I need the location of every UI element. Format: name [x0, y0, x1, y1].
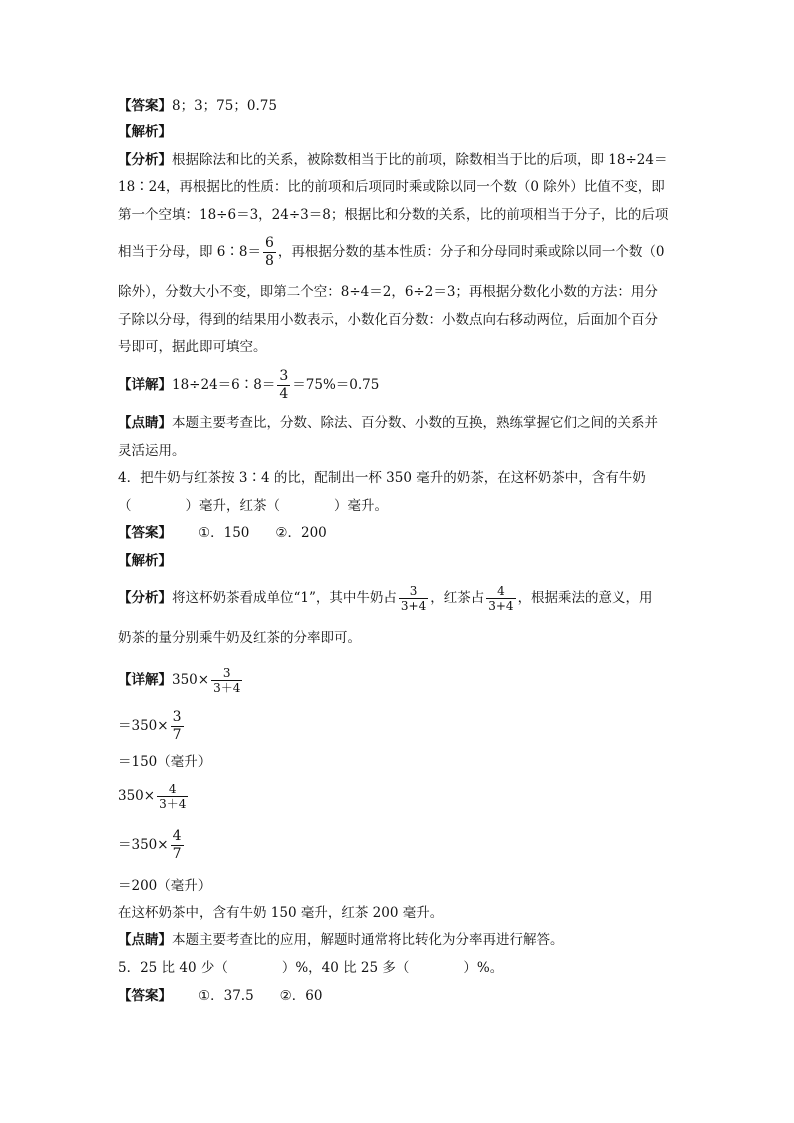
q5-answer-2: ②．60	[279, 988, 323, 1004]
q3-fenxi-line-2: 18∶24，再根据比的性质：比的前项和后项同时乘或除以同一个数（0 除外）比值不变，即	[118, 179, 665, 195]
q3-dianjing-text-1: 本题主要考查比，分数、除法、百分数、小数的互换，熟练掌握它们之间的关系并	[172, 415, 658, 431]
q3-fenxi-line-4	[118, 232, 665, 272]
fraction-numerator: 6	[264, 235, 274, 251]
fraction-3-over-3plus4	[399, 584, 428, 613]
detail-tag: 【详解】	[118, 672, 172, 688]
fraction-denominator: 4	[279, 386, 289, 402]
q3-answer-line	[118, 96, 277, 116]
fraction-denominator: 8	[264, 253, 274, 269]
q4-detail-line-1	[118, 660, 244, 700]
q4-detail-expr: 350×	[172, 672, 210, 688]
q3-answer: 8；3；75；0.75	[172, 98, 277, 114]
fraction-denominator: 7	[172, 846, 182, 862]
fraction-4-over-3plus4	[157, 782, 188, 811]
q4-detail-line-2	[118, 706, 186, 746]
q5-answer-line	[118, 986, 322, 1006]
q5-answer-1: ①．37.5	[198, 988, 254, 1004]
q4-detail-expr: ＝350×	[118, 718, 169, 734]
q4-fenxi-line-1	[118, 578, 653, 618]
fraction-numerator: 3	[409, 584, 418, 598]
fenxi-tag: 【分析】	[118, 590, 172, 606]
answer-tag: 【答案】	[118, 988, 172, 1004]
q3-fenxi-text-1: 根据除法和比的关系，被除数相当于比的前项，除数相当于比的后项，即 18÷24＝	[172, 152, 668, 168]
fraction-numerator: 4	[497, 584, 505, 598]
q3-fenxi-text-4a: 相当于分母，即 6∶8＝	[118, 244, 261, 260]
q4-fenxi-text-1b: ，红茶占	[430, 590, 485, 606]
q4-answer-line	[118, 523, 327, 543]
q4-dianjing-text: 本题主要考查比的应用，解题时通常将比转化为分率再进行解答。	[172, 932, 564, 948]
q4-answer-2: ②．200	[275, 525, 327, 541]
q4-detail-line-6: ＝200（毫升）	[118, 878, 212, 894]
fraction-4-7	[171, 828, 184, 863]
q4-answer-1: ①．150	[198, 525, 250, 541]
q4-detail-line-5	[118, 825, 186, 865]
q4-fenxi-text-1a: 将这杯奶茶看成单位“1”，其中牛奶占	[172, 590, 397, 606]
fraction-3-over-3plus4	[211, 666, 242, 695]
q3-fenxi-line-3: 第一个空填：18÷6＝3，24÷3＝8；根据比和分数的关系，比的前项相当于分子，比的后项	[118, 207, 669, 223]
q4-stem-line-1: 4．把牛奶与红茶按 3∶4 的比，配制出一杯 350 毫升的奶茶，在这杯奶茶中，含有牛奶	[118, 470, 646, 486]
fraction-denominator: 7	[172, 727, 182, 743]
fraction-numerator: 4	[168, 782, 177, 796]
q4-fenxi-line-2: 奶茶的量分别乘牛奶及红茶的分率即可。	[118, 630, 361, 646]
q5-stem: 5．25 比 40 少（ ）%，40 比 25 多（ ）%。	[118, 960, 504, 976]
q4-conclusion: 在这杯奶茶中，含有牛奶 150 毫升，红茶 200 毫升。	[118, 905, 444, 921]
q3-dianjing-line-1	[118, 413, 658, 433]
fraction-numerator: 4	[172, 828, 182, 844]
fraction-numerator: 3	[279, 368, 289, 384]
q3-fenxi-text-4b: ，再根据分数的基本性质：分子和分母同时乘或除以同一个数（0	[277, 244, 665, 260]
detail-tag: 【详解】	[118, 377, 172, 393]
dianjing-tag: 【点睛】	[118, 932, 172, 948]
dianjing-tag: 【点睛】	[118, 415, 172, 431]
q3-fenxi-line-6: 子除以分母，得到的结果用小数表示，小数化百分数：小数点向右移动两位，后面加个百分	[118, 312, 658, 328]
q4-detail-expr: ＝350×	[118, 837, 169, 853]
q3-dianjing-line-2: 灵活运用。	[118, 443, 186, 459]
fraction-denominator: 3＋4	[159, 797, 187, 811]
q4-stem-line-2: （ ）毫升，红茶（ ）毫升。	[118, 498, 388, 514]
q3-jiexi-tag: 【解析】	[118, 124, 172, 140]
fraction-6-8	[263, 235, 276, 270]
fraction-numerator: 3	[172, 709, 182, 725]
fraction-denominator: 3+4	[400, 599, 427, 613]
fraction-denominator: 3+4	[488, 599, 514, 613]
fraction-denominator: 3＋4	[213, 681, 241, 695]
q4-dianjing-line	[118, 930, 564, 950]
q3-fenxi-line-1	[118, 150, 667, 170]
q4-detail-expr: 350×	[118, 788, 156, 804]
fraction-4-over-3plus4	[486, 584, 515, 613]
q3-fenxi-line-5: 除外），分数大小不变，即第二个空：8÷4＝2，6÷2＝3；再根据分数化小数的方法：用分	[118, 284, 658, 300]
fraction-numerator: 3	[222, 666, 231, 680]
q4-detail-line-3: ＝150（毫升）	[118, 754, 212, 770]
fenxi-tag: 【分析】	[118, 152, 172, 168]
fraction-3-7	[171, 709, 184, 744]
q3-detail-line	[118, 365, 379, 405]
answer-tag: 【答案】	[118, 525, 172, 541]
q4-jiexi-tag: 【解析】	[118, 553, 172, 569]
q4-detail-line-4	[118, 776, 190, 816]
fraction-3-4	[277, 368, 290, 403]
q4-fenxi-text-1c: ，根据乘法的意义，用	[517, 590, 653, 606]
q3-detail-text-a: 18÷24＝6∶8＝	[172, 377, 276, 393]
q3-detail-text-b: ＝75%＝0.75	[292, 377, 380, 393]
q3-fenxi-line-7: 号即可，据此即可填空。	[118, 339, 267, 355]
answer-tag: 【答案】	[118, 98, 172, 114]
